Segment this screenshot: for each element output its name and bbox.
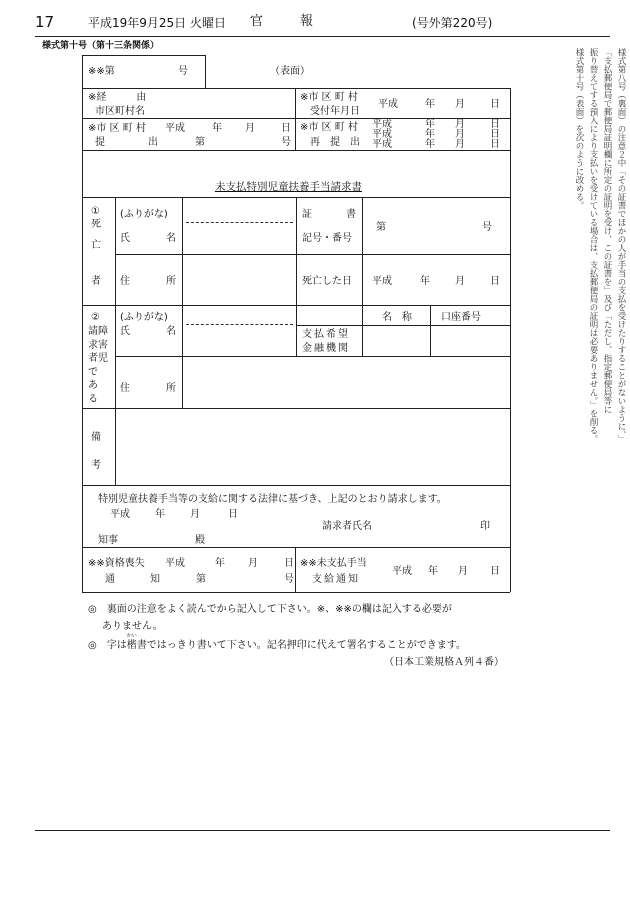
issue-number: (号外第220号) — [412, 16, 493, 30]
submit-label: 提 — [95, 137, 105, 148]
era-label: 平成 — [378, 99, 398, 110]
footer-rule — [35, 830, 610, 831]
city-name-label: 市区町村名 — [95, 106, 145, 117]
number-suffix: 号 — [281, 137, 291, 148]
city-label: ※市 区 町 村 — [88, 123, 146, 134]
label-line: 求害 — [88, 339, 108, 351]
remarks-label: 考 — [91, 460, 101, 471]
year-label: 年 — [425, 139, 435, 150]
month-label: 月 — [248, 558, 258, 569]
form-title: 未支払特別児童扶養手当請求書 — [215, 181, 362, 193]
month-label: 月 — [455, 276, 465, 287]
submit-label: 出 — [148, 137, 158, 148]
certificate-number-label: 記号・番号 — [302, 233, 352, 244]
section-1-label: 死 — [91, 219, 101, 230]
month-label: 月 — [245, 123, 255, 134]
year-label: 年 — [425, 129, 435, 140]
era-label: 平成 — [110, 509, 130, 520]
payment-notice-label: 支給通知 — [312, 574, 360, 585]
section-2-number: ② — [91, 312, 100, 323]
notice-label: 通 — [105, 574, 115, 585]
number-suffix: 号 — [284, 574, 294, 585]
resubmit-dates — [372, 120, 392, 150]
kanji: 楷 — [126, 640, 137, 651]
era-label: 平成 — [372, 129, 392, 140]
via-label: ※経 由 — [88, 92, 147, 103]
note-2-part: 書ではっきり書いて下さい。記名押印に代えて署名することができます。 — [136, 640, 466, 651]
jis-standard-note: （日本工業規格Ａ列４番） — [384, 657, 504, 668]
era-label: 平成 — [372, 119, 392, 130]
receipt-no-label: ※※第 — [88, 66, 115, 77]
issue-date: 平成19年9月25日 火曜日 — [88, 16, 226, 30]
day-label: 日 — [490, 119, 500, 130]
section-1-label: 亡 — [91, 240, 101, 251]
section-2-label — [88, 325, 108, 406]
side-text-line: 振り替えてする預入により支払いを受けている場合は、支払郵便局の証明は必要ありません。」を削る。 — [588, 48, 598, 444]
number-suffix: 号 — [482, 222, 492, 233]
unpaid-allowance-label: ※※未支払手当 — [300, 558, 367, 569]
day-label: 日 — [228, 509, 238, 520]
label-line: 者児 — [88, 353, 108, 364]
payment-label: 支払希望 — [302, 329, 350, 340]
note-2-part: ◎ 字は — [88, 640, 127, 651]
label-line: で — [88, 366, 98, 378]
city-label: ※市 区 町 村 — [300, 92, 358, 103]
side-text-line: 様式第十号（表面）を次のように改める。 — [574, 48, 584, 210]
receipt-date-label: 受付年月日 — [310, 106, 360, 117]
address-label: 住 — [120, 383, 130, 394]
era-label: 平成 — [165, 558, 185, 569]
form-label: 様式第十号（第十三条関係） — [42, 41, 160, 51]
address-label: 所 — [166, 276, 176, 287]
day-label: 日 — [490, 276, 500, 287]
seal-label: 印 — [480, 521, 490, 532]
name-label: 名 — [166, 233, 176, 244]
day-label: 日 — [284, 558, 294, 569]
year-label: 年 — [155, 509, 165, 520]
side-amendment-text — [572, 48, 628, 448]
number-prefix: 第 — [195, 137, 205, 148]
month-label: 月 — [458, 566, 468, 577]
section-1-label: 者 — [91, 276, 101, 287]
number-prefix: 第 — [376, 222, 386, 233]
statement-text: 特別児童扶養手当等の支給に関する法律に基づき、上記のとおり請求します。 — [98, 494, 447, 505]
bank-name-header: 名 称 — [382, 312, 412, 323]
account-number-header: 口座番号 — [441, 312, 481, 323]
day-label: 日 — [490, 139, 500, 150]
section-1-number: ① — [91, 206, 100, 217]
year-label: 年 — [215, 558, 225, 569]
claimant-name-label: 請求者氏名 — [322, 521, 372, 532]
face-label: （表面） — [270, 66, 310, 77]
address-label: 所 — [166, 383, 176, 394]
note-1-continued: ありません。 — [102, 621, 163, 632]
year-label: 年 — [425, 119, 435, 130]
number-prefix: 第 — [196, 574, 206, 585]
header-rule — [35, 36, 610, 37]
era-label: 平成 — [392, 566, 412, 577]
resubmit-days — [490, 120, 500, 150]
remarks-label: 備 — [91, 432, 101, 443]
receipt-no-suffix: 号 — [178, 66, 188, 77]
gazette-name-2: 報 — [300, 14, 314, 29]
era-label: 平成 — [165, 123, 185, 134]
month-label: 月 — [455, 119, 465, 130]
death-date-label: 死亡した日 — [302, 276, 352, 287]
disqualification-label: ※※資格喪失 — [88, 558, 145, 569]
ruby-kanji — [126, 633, 137, 652]
name-label: 名 — [166, 326, 176, 337]
resubmit-months — [455, 120, 465, 150]
furigana-label: (ふりがな) — [120, 312, 168, 323]
day-label: 日 — [281, 123, 291, 134]
name-label: 氏 — [120, 326, 130, 337]
year-label: 年 — [212, 123, 222, 134]
year-label: 年 — [420, 276, 430, 287]
resubmit-label: 再 提 出 — [310, 137, 360, 148]
certificate-label: 証 — [302, 209, 312, 220]
ruby-reading: かい — [126, 633, 137, 639]
era-label: 平成 — [372, 276, 392, 287]
note-1: ◎ 裏面の注意をよく読んでから記入して下さい。※、※※の欄は記入する必要が — [88, 604, 452, 615]
payment-label: 金融機関 — [302, 343, 350, 354]
furigana-label: (ふりがな) — [120, 209, 168, 220]
side-text-line: 様式第八号（裏面）の注意２中「その証書でほかの人が手当の支払を受けたりすることがないように、」「支払郵便局で郵便局証明欄に所定の証明を受け、この証書を」及び「ただし、指定郵便局等に — [602, 48, 626, 444]
page-number: 17 — [35, 13, 55, 31]
month-label: 月 — [190, 509, 200, 520]
notice-label: 知 — [150, 574, 160, 585]
day-label: 日 — [490, 129, 500, 140]
era-label: 平成 — [372, 139, 392, 150]
gazette-name-1: 官 — [250, 14, 264, 29]
day-label: 日 — [490, 99, 500, 110]
label-line: る — [88, 393, 98, 405]
name-label: 氏 — [120, 233, 130, 244]
city-label: ※市 区 町 村 — [300, 122, 358, 133]
note-2 — [88, 633, 466, 652]
year-label: 年 — [425, 99, 435, 110]
governor-label: 知事 — [98, 535, 118, 546]
certificate-label: 書 — [346, 209, 356, 220]
month-label: 月 — [455, 129, 465, 140]
address-label: 住 — [120, 276, 130, 287]
label-line: 請障 — [88, 326, 108, 337]
honorific-label: 殿 — [195, 535, 205, 546]
day-label: 日 — [490, 566, 500, 577]
resubmit-years — [425, 120, 435, 150]
month-label: 月 — [455, 99, 465, 110]
year-label: 年 — [428, 566, 438, 577]
month-label: 月 — [455, 139, 465, 150]
label-line: あ — [88, 380, 98, 391]
